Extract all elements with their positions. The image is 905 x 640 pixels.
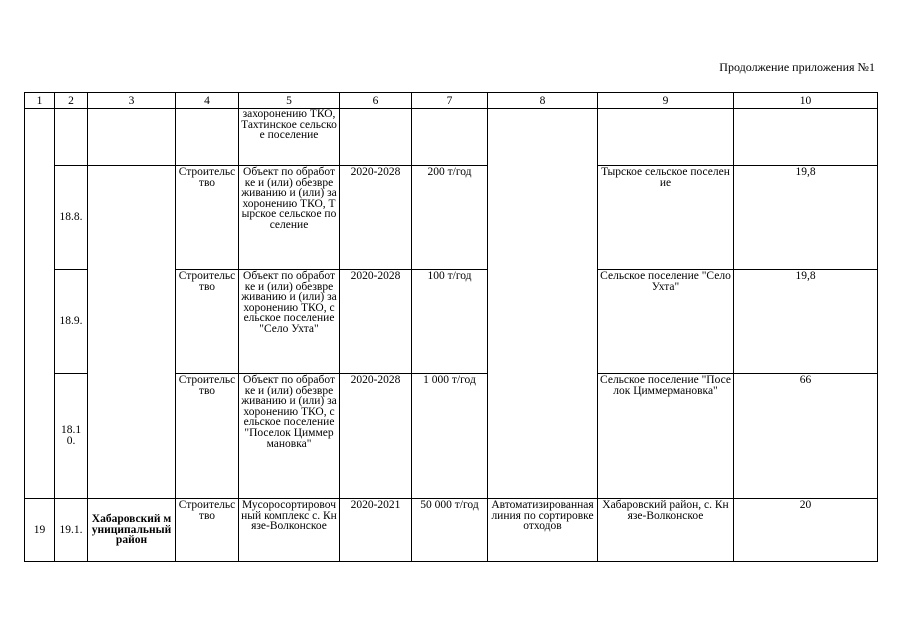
object-cell: Объект по обработке и (или) обезвреживанию и (или) захоронению ТКО, сельское поселение "Поселок Циммермановка" — [239, 374, 340, 499]
period-cell — [340, 109, 412, 166]
appendix-table — [24, 92, 878, 562]
work-type-cell: Строительство — [176, 374, 239, 499]
capacity-cell: 200 т/год — [412, 166, 488, 270]
header-cell: 3 — [88, 93, 176, 109]
object-cell: Мусоросортировочный комплекс с. Князе-Волконское — [239, 499, 340, 562]
location-cell: Хабаровский район, с. Князе-Волконское — [598, 499, 734, 562]
header-cell: 6 — [340, 93, 412, 109]
technology-cell — [488, 109, 598, 499]
table-row — [25, 166, 878, 270]
technology-cell: Автоматизированная линия по сортировке отходов — [488, 499, 598, 562]
object-cell: захоронению ТКО, Тахтинское сельское поселение — [239, 109, 340, 166]
location-cell — [598, 109, 734, 166]
municipality-cell — [88, 166, 176, 499]
header-cell: 8 — [488, 93, 598, 109]
row-number-cell — [25, 109, 55, 499]
item-number-cell: 18.8. — [55, 166, 88, 270]
capacity-cell — [412, 109, 488, 166]
header-cell: 5 — [239, 93, 340, 109]
period-cell: 2020-2028 — [340, 270, 412, 374]
item-number-cell: 18.10. — [55, 374, 88, 499]
header-cell: 9 — [598, 93, 734, 109]
item-number-cell: 18.9. — [55, 270, 88, 374]
location-cell: Сельское поселение "Поселок Циммермановка" — [598, 374, 734, 499]
header-row — [25, 93, 878, 109]
item-number-cell — [55, 109, 88, 166]
capacity-cell: 1 000 т/год — [412, 374, 488, 499]
period-cell: 2020-2028 — [340, 374, 412, 499]
header-cell: 4 — [176, 93, 239, 109]
capacity-cell: 100 т/год — [412, 270, 488, 374]
municipality-cell: Хабаровский муниципальный район — [88, 499, 176, 562]
value-cell: 66 — [734, 374, 878, 499]
value-cell: 19,8 — [734, 166, 878, 270]
period-cell: 2020-2028 — [340, 166, 412, 270]
work-type-cell — [176, 109, 239, 166]
row-number-cell: 19 — [25, 499, 55, 562]
work-type-cell: Строительство — [176, 499, 239, 562]
header-cell: 10 — [734, 93, 878, 109]
table-row — [25, 109, 878, 166]
table-row — [25, 499, 878, 562]
header-cell: 2 — [55, 93, 88, 109]
work-type-cell: Строительство — [176, 166, 239, 270]
header-cell: 1 — [25, 93, 55, 109]
location-cell: Тырское сельское поселение — [598, 166, 734, 270]
value-cell: 20 — [734, 499, 878, 562]
value-cell: 19,8 — [734, 270, 878, 374]
item-number-cell: 19.1. — [55, 499, 88, 562]
header-cell: 7 — [412, 93, 488, 109]
period-cell: 2020-2021 — [340, 499, 412, 562]
appendix-caption: Продолжение приложения №1 — [719, 60, 875, 74]
object-cell: Объект по обработке и (или) обезвреживанию и (или) захоронению ТКО, сельское поселение "Село Ухта" — [239, 270, 340, 374]
work-type-cell: Строительство — [176, 270, 239, 374]
municipality-cell — [88, 109, 176, 166]
location-cell: Сельское поселение "Село Ухта" — [598, 270, 734, 374]
capacity-cell: 50 000 т/год — [412, 499, 488, 562]
value-cell — [734, 109, 878, 166]
object-cell: Объект по обработке и (или) обезвреживанию и (или) захоронению ТКО, Тырское сельское поселение — [239, 166, 340, 270]
